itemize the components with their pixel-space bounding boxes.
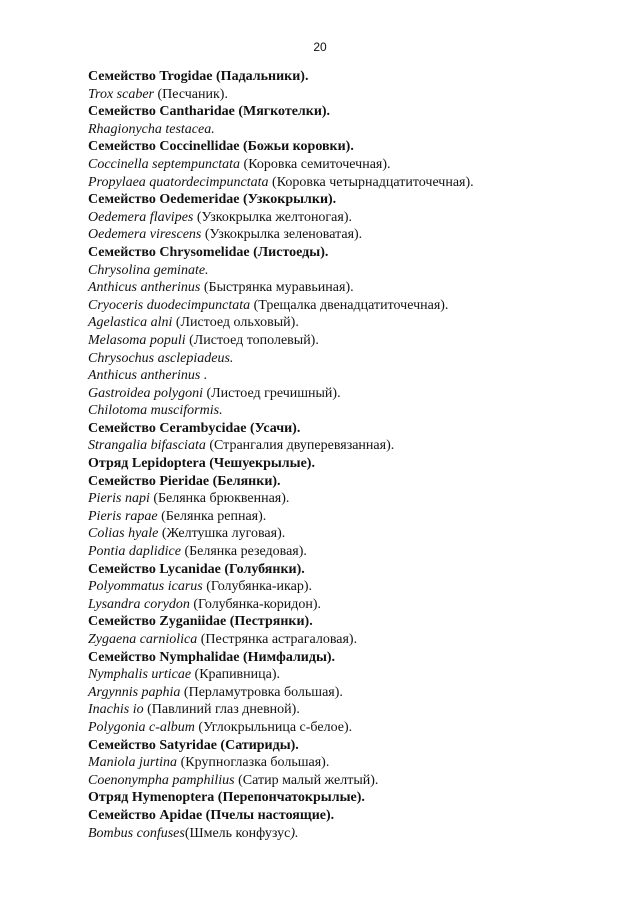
latin-name: Pieris napi bbox=[88, 491, 150, 507]
latin-name: Chilotoma musciformis. bbox=[88, 403, 223, 419]
common-name: (Сатир малый желтый). bbox=[234, 772, 379, 788]
species-entry bbox=[88, 543, 618, 561]
species-entry bbox=[88, 684, 618, 702]
common-name: (Странгалия двуперевязанная). bbox=[205, 438, 395, 454]
section-heading: Семейство Lycanidae (Голубянки). bbox=[88, 561, 305, 577]
latin-name: Bombus confuses bbox=[88, 825, 185, 841]
common-name: (Перламутровка большая). bbox=[180, 684, 343, 700]
section-heading: Семейство Trogidae (Падальники). bbox=[88, 69, 309, 84]
section-heading: Семейство Pieridae (Белянки). bbox=[88, 473, 281, 489]
latin-name: Oedemera virescens bbox=[88, 227, 202, 243]
species-entry bbox=[88, 631, 618, 649]
species-entry bbox=[88, 262, 618, 280]
latin-name: Rhagionycha testacea. bbox=[88, 121, 215, 137]
common-name: (Коровка четырнадцатиточечная). bbox=[268, 174, 474, 190]
latin-name: Polygonia c-album bbox=[88, 719, 195, 735]
species-entry bbox=[88, 174, 618, 192]
latin-name: Cryoceris duodecimpunctata bbox=[88, 297, 251, 313]
latin-name: Pontia daplidice bbox=[88, 544, 181, 560]
species-entry bbox=[88, 596, 618, 614]
latin-name: Colias hyale bbox=[88, 526, 159, 542]
common-name: (Белянка резедовая). bbox=[180, 544, 307, 560]
species-entry bbox=[88, 121, 618, 139]
species-entry bbox=[88, 490, 618, 508]
section-heading: Отряд Lepidoptera (Чешуекрылые). bbox=[88, 456, 315, 472]
latin-name: Strangalia bifasciata bbox=[88, 438, 206, 454]
page-number: 20 bbox=[313, 40, 327, 54]
species-entry bbox=[88, 350, 618, 368]
species-entry bbox=[88, 367, 618, 385]
common-name: (Песчаник). bbox=[153, 86, 228, 102]
common-name: (Трещалка двенадцатиточечная). bbox=[250, 297, 449, 313]
species-entry bbox=[88, 701, 618, 719]
latin-name: Polyommatus icarus bbox=[88, 579, 203, 595]
latin-name: Lysandra corydon bbox=[88, 596, 190, 612]
latin-name: Propylaea quatordecimpunctata bbox=[88, 174, 269, 190]
species-list bbox=[88, 68, 618, 842]
latin-name: Nymphalis urticae bbox=[88, 667, 192, 683]
species-entry bbox=[88, 314, 618, 332]
latin-name: Coccinella septempunctata bbox=[88, 156, 241, 172]
trailing-punctuation: ). bbox=[290, 825, 299, 841]
section-heading: Семейство Cerambycidae (Усачи). bbox=[88, 420, 301, 436]
section-heading: Семейство Chrysomelidae (Листоеды). bbox=[88, 244, 329, 260]
common-name: (Пестрянка астрагаловая). bbox=[197, 632, 358, 647]
latin-name: Argynnis paphia bbox=[88, 684, 181, 700]
latin-name: Inachis io bbox=[88, 702, 144, 718]
section-heading: Семейство Apidae (Пчелы настоящие). bbox=[88, 807, 335, 823]
latin-name: Melasoma populi bbox=[88, 332, 186, 348]
species-entry bbox=[88, 578, 618, 596]
common-name: (Листоед тополевый). bbox=[185, 332, 319, 348]
species-entry bbox=[88, 156, 618, 174]
common-name: (Узкокрылка желтоногая). bbox=[193, 209, 352, 225]
species-entry bbox=[88, 772, 618, 790]
common-name: (Голубянка-икар). bbox=[202, 579, 312, 595]
latin-name: Maniola jurtina bbox=[88, 755, 178, 771]
latin-name: Trox scaber bbox=[88, 86, 154, 102]
section-heading: Семейство Coccinellidae (Божьи коровки). bbox=[88, 139, 354, 155]
species-entry bbox=[88, 385, 618, 403]
common-name: (Шмель конфузус bbox=[184, 825, 291, 841]
latin-name: Chrysochus asclepiadeus. bbox=[88, 350, 234, 366]
species-entry bbox=[88, 825, 618, 843]
section-heading: Семейство Nymphalidae (Нимфалиды). bbox=[88, 649, 336, 665]
species-entry bbox=[88, 437, 618, 455]
latin-name: Coenonympha pamphilius bbox=[88, 772, 235, 788]
latin-name: Oedemera flavipes bbox=[88, 209, 194, 225]
latin-name: Anthicus antherinus . bbox=[88, 368, 208, 384]
species-entry bbox=[88, 754, 618, 772]
section-heading: Семейство Cantharidae (Мягкотелки). bbox=[88, 104, 331, 120]
common-name: (Крапивница). bbox=[191, 667, 281, 683]
common-name: (Крупноглазка большая). bbox=[177, 755, 330, 771]
species-entry bbox=[88, 508, 618, 526]
common-name: (Желтушка луговая). bbox=[158, 526, 286, 542]
section-heading: Семейство Oedemeridae (Узкокрылки). bbox=[88, 192, 337, 208]
latin-name: Pieris rapae bbox=[88, 508, 158, 524]
section-heading: Семейство Zyganiidae (Пестрянки). bbox=[88, 614, 313, 630]
latin-name: Anthicus antherinus bbox=[88, 280, 201, 296]
latin-name: Chrysolina geminate. bbox=[88, 262, 209, 278]
species-entry bbox=[88, 719, 618, 737]
latin-name: Agelastica alni bbox=[88, 315, 173, 331]
species-entry bbox=[88, 525, 618, 543]
section-heading: Отряд Hymenoptera (Перепончатокрылые). bbox=[88, 790, 365, 806]
species-entry bbox=[88, 226, 618, 244]
common-name: (Голубянка-коридон). bbox=[189, 596, 322, 612]
species-entry bbox=[88, 209, 618, 227]
common-name: (Павлиний глаз дневной). bbox=[143, 702, 300, 718]
species-entry bbox=[88, 332, 618, 350]
species-entry bbox=[88, 666, 618, 684]
common-name: (Листоед ольховый). bbox=[172, 315, 299, 331]
common-name: (Коровка семиточечная). bbox=[240, 156, 391, 172]
species-entry bbox=[88, 86, 618, 104]
species-entry bbox=[88, 402, 618, 420]
common-name: (Белянка репная). bbox=[157, 508, 267, 524]
common-name: (Быстрянка муравьиная). bbox=[200, 280, 354, 296]
species-entry bbox=[88, 297, 618, 315]
species-entry bbox=[88, 279, 618, 297]
common-name: (Узкокрылка зеленоватая). bbox=[201, 227, 363, 243]
common-name: (Белянка брюквенная). bbox=[149, 491, 290, 507]
common-name: (Листоед гречишный). bbox=[202, 385, 341, 401]
section-heading: Семейство Satyridae (Сатириды). bbox=[88, 737, 299, 753]
common-name: (Углокрыльница с-белое). bbox=[194, 719, 353, 735]
latin-name: Zygaena carniolica bbox=[88, 632, 198, 647]
latin-name: Gastroidea polygoni bbox=[88, 385, 203, 401]
